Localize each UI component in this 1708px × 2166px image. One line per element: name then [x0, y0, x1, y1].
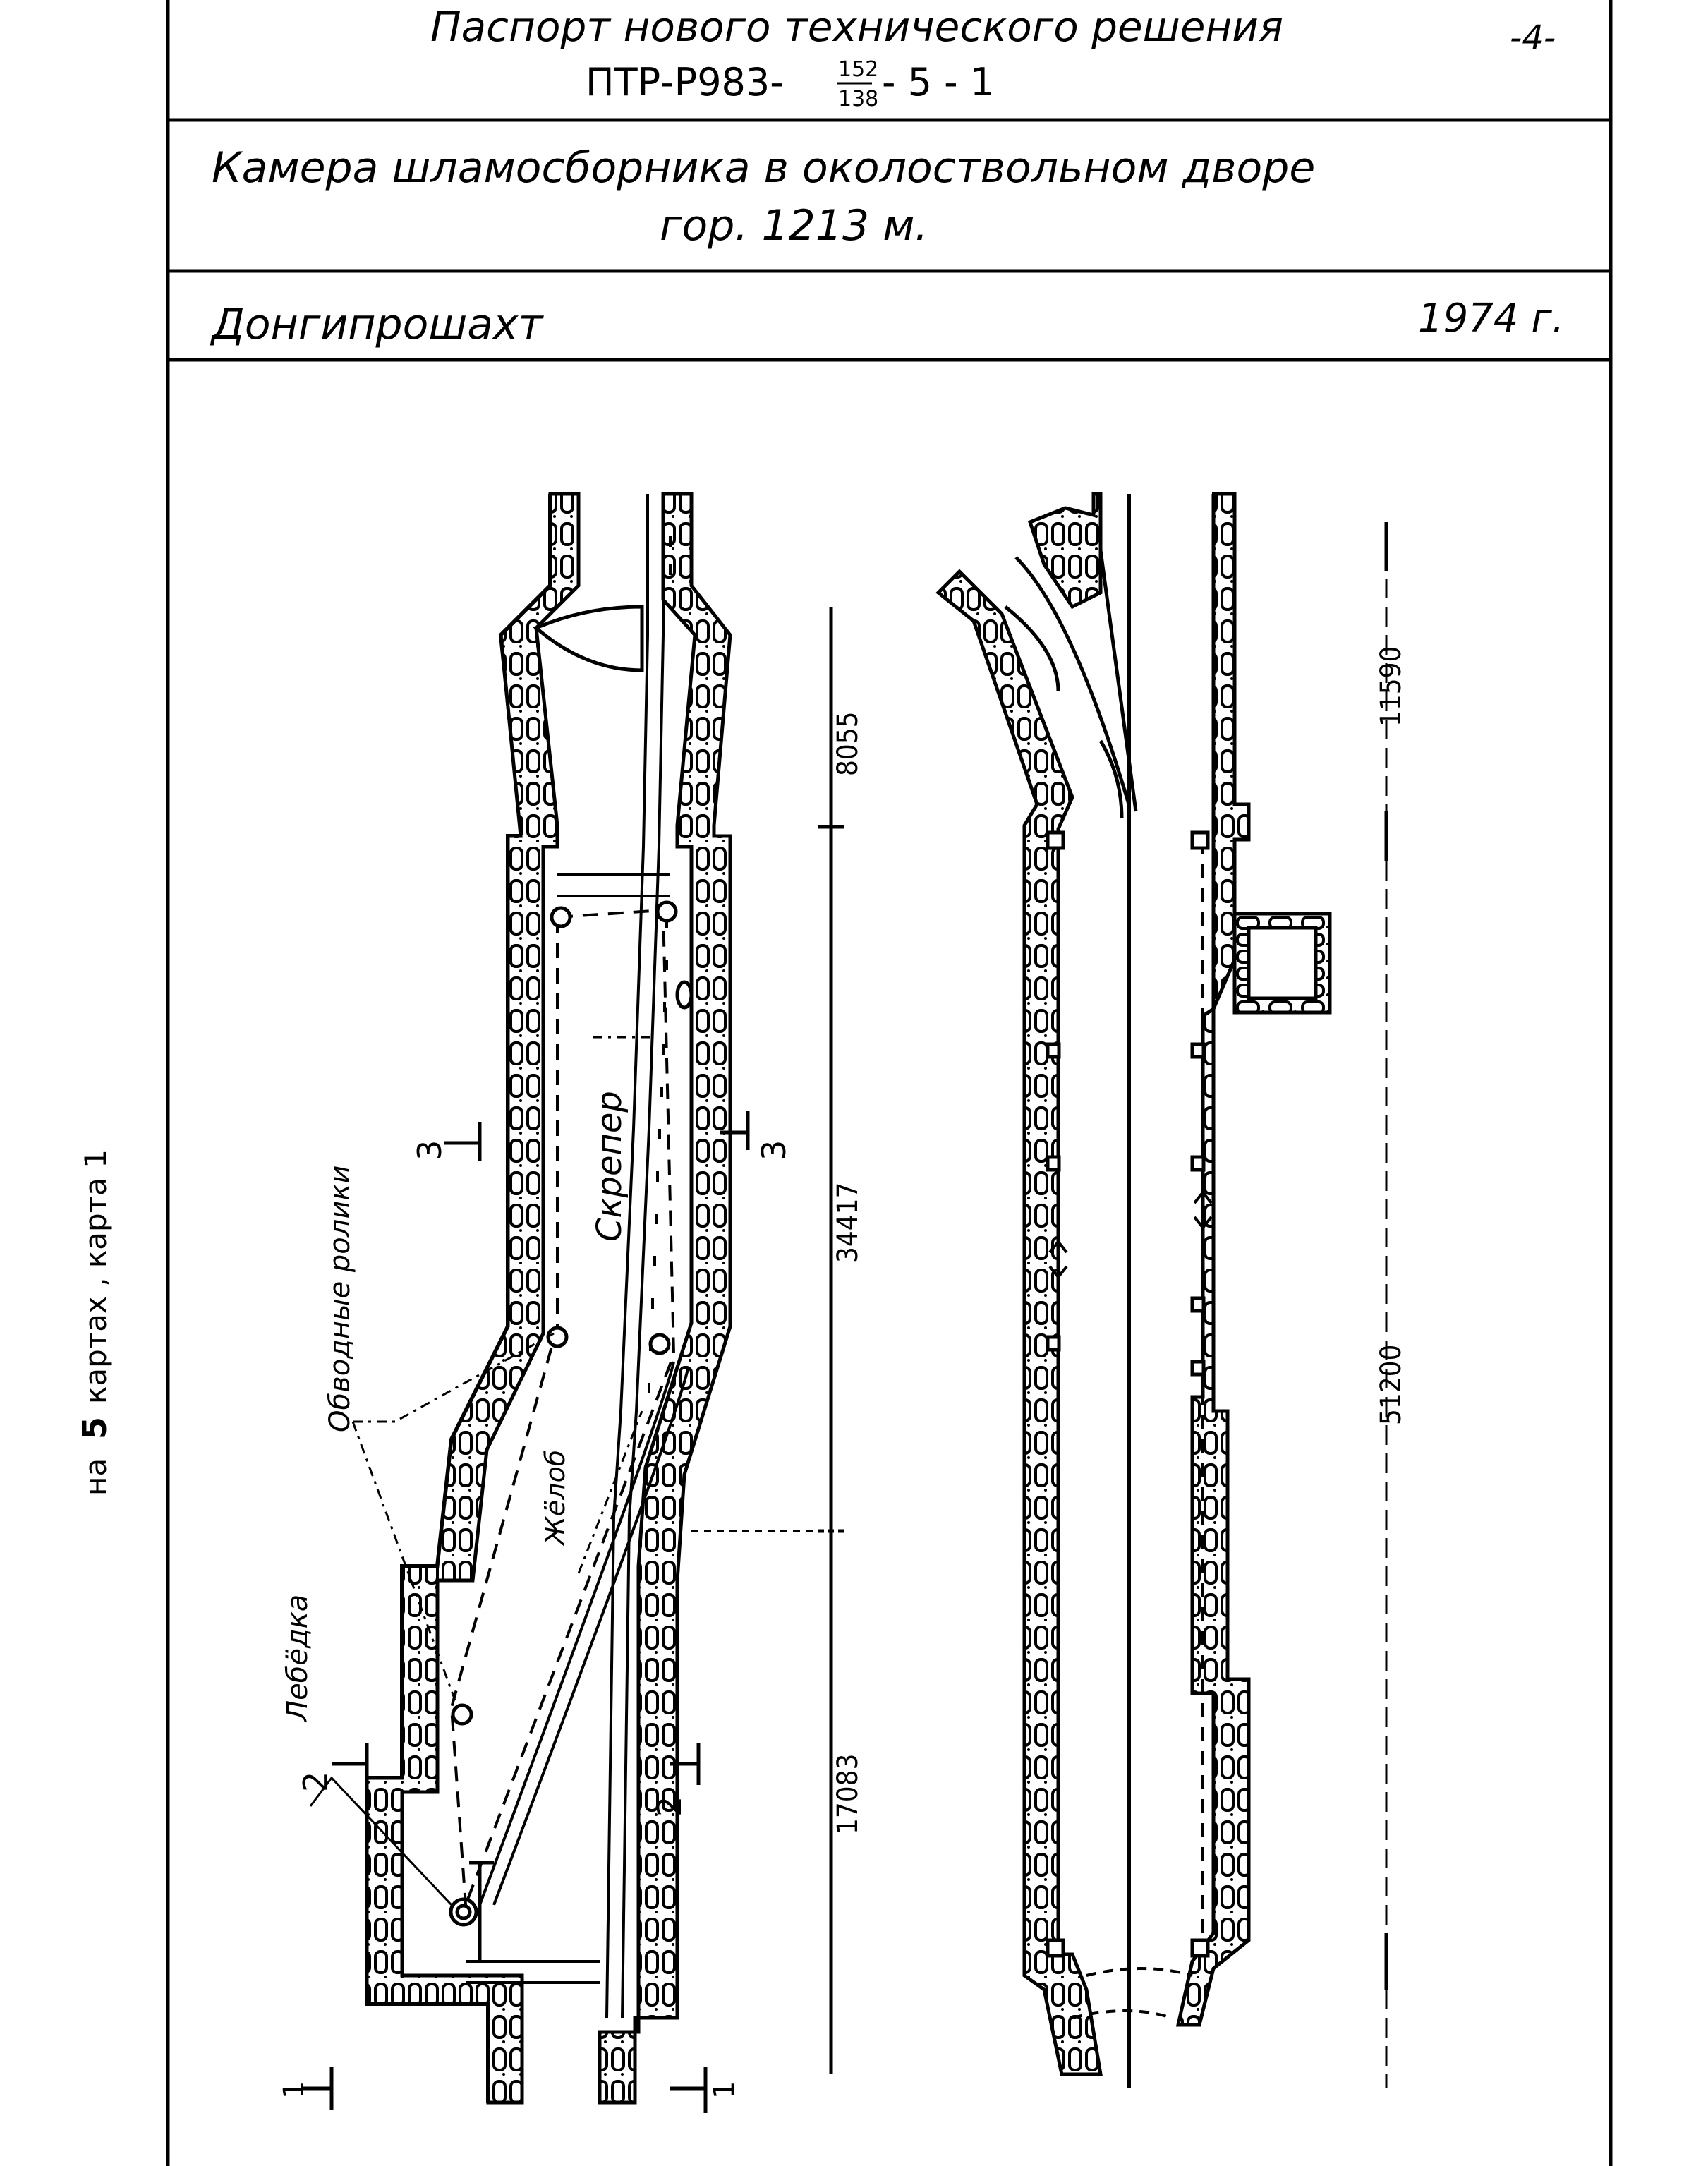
- roller-bottom-left: [453, 1705, 471, 1724]
- section-dimension-labels: [1375, 646, 1407, 1425]
- plan-right-lining: [600, 494, 730, 2103]
- margin-note-number: 5: [75, 1416, 114, 1439]
- plan-winch: [451, 1863, 494, 1961]
- header-title-line1: Паспорт нового технического решения: [430, 3, 1283, 51]
- label-winch: Лебёдка: [281, 1594, 314, 1722]
- section-left-lining: [938, 571, 1101, 2074]
- section-1-left: 1: [278, 2081, 310, 2099]
- section-niche: [1235, 914, 1330, 1012]
- dim-left-top: 8055: [832, 711, 864, 776]
- section-right-lining: [1178, 494, 1249, 2025]
- margin-note-text: картах , карта 1: [78, 1149, 113, 1404]
- section-3-left: 3: [411, 1139, 449, 1161]
- margin-note: [75, 1149, 114, 1496]
- label-skreper: Скрепер: [590, 1091, 629, 1242]
- roller-top-right: [658, 902, 676, 921]
- dim-right-bottom: 51200: [1375, 1344, 1407, 1425]
- roller-top-left: [552, 908, 570, 926]
- section-3-right: 3: [755, 1139, 793, 1161]
- subject-text: [212, 143, 1315, 250]
- dim-right-top: 11590: [1375, 646, 1407, 727]
- section-view-right: [938, 494, 1407, 2088]
- plan-text-labels: [281, 1091, 629, 1723]
- plan-view-left: [278, 494, 864, 2113]
- plan-dimension-labels: [832, 711, 864, 1834]
- label-rollers: Обводные ролики: [324, 1165, 356, 1432]
- subject-line1: Камера шламосборника в околоствольном дворе: [212, 143, 1316, 193]
- section-2-left: 2: [296, 1771, 334, 1792]
- roller-mid-right: [650, 1335, 669, 1353]
- subject-line2: гор. 1213 м.: [660, 201, 928, 250]
- roller-mid-left: [548, 1328, 567, 1346]
- page-number: -4-: [1510, 18, 1556, 58]
- organization-name: Донгипрошахт: [212, 300, 543, 349]
- header-title-suffix: - 5 - 1: [882, 60, 995, 104]
- plan-bunker-shape: [536, 607, 642, 670]
- header-title-code: ПТР-Р983-: [586, 60, 784, 104]
- roller-right-mid: [677, 982, 691, 1008]
- header-fraction-numerator: 152: [838, 57, 879, 82]
- section-1-right: 1: [708, 2081, 741, 2099]
- dim-left-bottom: 17083: [832, 1753, 864, 1834]
- organization-year: 1974 г.: [1418, 296, 1565, 341]
- label-chute: Жёлоб: [540, 1449, 571, 1545]
- header-fraction-denominator: 138: [838, 87, 879, 111]
- section-2-right: 2: [650, 1796, 689, 1817]
- dim-left-mid: 34417: [832, 1182, 864, 1263]
- margin-note-prefix: на: [78, 1458, 113, 1496]
- organization-row: [210, 296, 1565, 349]
- header-text: [430, 3, 1556, 111]
